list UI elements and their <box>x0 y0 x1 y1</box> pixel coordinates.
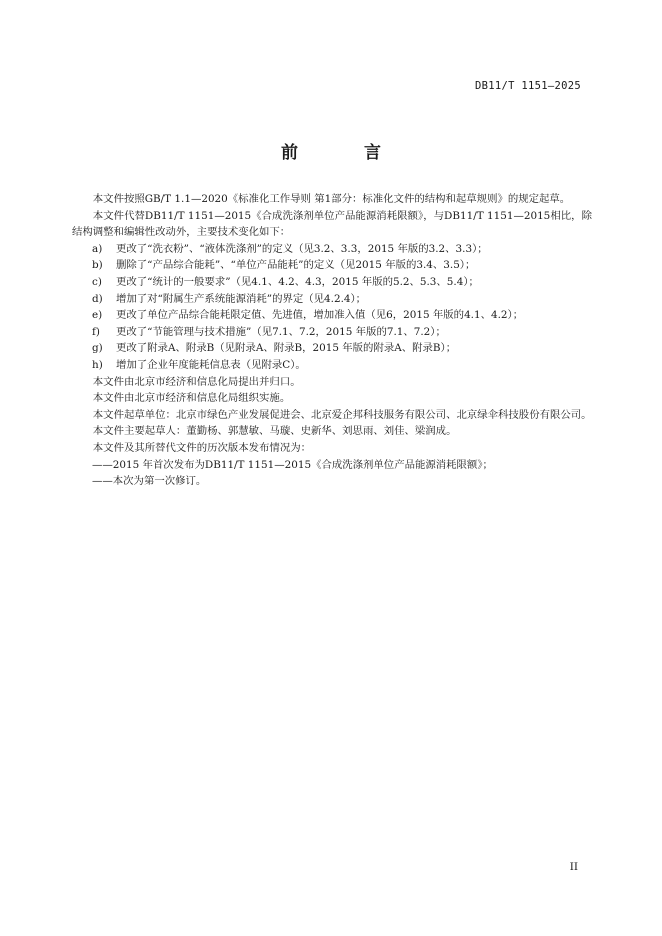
list-item-text: 更改了“节能管理与技术措施”（见7.1、7.2，2015 年版的7.1、7.2）； <box>116 325 446 338</box>
list-item-text: 增加了企业年度能耗信息表（见附录C）。 <box>116 358 306 371</box>
paragraph-implementer: 本文件由北京市经济和信息化局组织实施。 <box>92 392 291 405</box>
list-item-mark: b) <box>92 259 103 272</box>
history-item: ——2015 年首次发布为DB11/T 1151—2015《合成洗涤剂单位产品能源消耗限额》； <box>92 458 493 471</box>
list-item-text: 更改了“洗衣粉”、“液体洗涤剂”的定义（见3.2、3.3，2015 年版的3.2、3.3）； <box>116 242 488 255</box>
list-item <box>72 340 592 357</box>
list-item-text: 更改了单位产品综合能耗限定值、先进值，增加准入值（见6，2015 年版的4.1、4.2）； <box>116 309 524 322</box>
technical-changes-list <box>72 241 592 374</box>
list-item <box>72 307 592 324</box>
document-code: DB11/T 1151—2025 <box>475 80 581 92</box>
list-item-text: 更改了附录A、附录B（见附录A、附录B，2015 年版的附录A、附录B）； <box>116 342 457 355</box>
paragraph-proposer: 本文件由北京市经济和信息化局提出并归口。 <box>92 375 301 388</box>
list-item <box>72 291 592 308</box>
list-item-mark: e) <box>92 309 103 322</box>
foreword-body <box>72 191 592 490</box>
paragraph-version-history: 本文件及其所替代文件的历次版本发布情况为： <box>92 441 311 454</box>
history-item: ——本次为第一次修订。 <box>92 475 207 488</box>
paragraph-drafting-units: 本文件起草单位：北京市绿色产业发展促进会、北京爱企邦科技服务有限公司、北京绿伞科技股份有限公司。 <box>92 408 592 421</box>
list-item-mark: a) <box>92 242 103 255</box>
list-item-text: 更改了“统计的一般要求”（见4.1、4.2、4.3，2015 年版的5.2、5.3、5.4）； <box>116 275 479 288</box>
paragraph-drafting-basis: 本文件按照GB/T 1.1—2020《标准化工作导则 第1部分：标准化文件的结构和起草规则》的规定起草。 <box>92 193 571 205</box>
list-item-mark: d) <box>92 292 103 305</box>
paragraph-drafters: 本文件主要起草人：董勤杨、郭慧敏、马璇、史新华、刘思雨、刘佳、梁润成。 <box>92 425 457 438</box>
list-item-mark: f) <box>92 325 100 338</box>
list-item-mark: c) <box>92 275 102 288</box>
list-item <box>72 357 592 374</box>
list-item <box>72 257 592 274</box>
list-item-text: 删除了“产品综合能耗”、“单位产品能耗”的定义（见2015 年版的3.4、3.5）； <box>116 259 476 272</box>
list-item-text: 增加了对“附属生产系统能源消耗”的界定（见4.2.4）； <box>116 292 367 305</box>
paragraph-replacement: 本文件代替DB11/T 1151—2015《合成洗涤剂单位产品能源消耗限额》，与DB11/T 1151—2015相比，除结构调整和编辑性改动外，主要技术变化如下： <box>72 209 592 239</box>
list-item-mark: h) <box>92 358 103 371</box>
list-item <box>72 241 592 258</box>
list-item-mark: g) <box>92 342 103 355</box>
page-title: 前 言 <box>281 143 411 163</box>
version-history-list <box>72 457 592 490</box>
list-item <box>72 324 592 341</box>
page-number: II <box>569 861 578 873</box>
list-item <box>72 274 592 291</box>
